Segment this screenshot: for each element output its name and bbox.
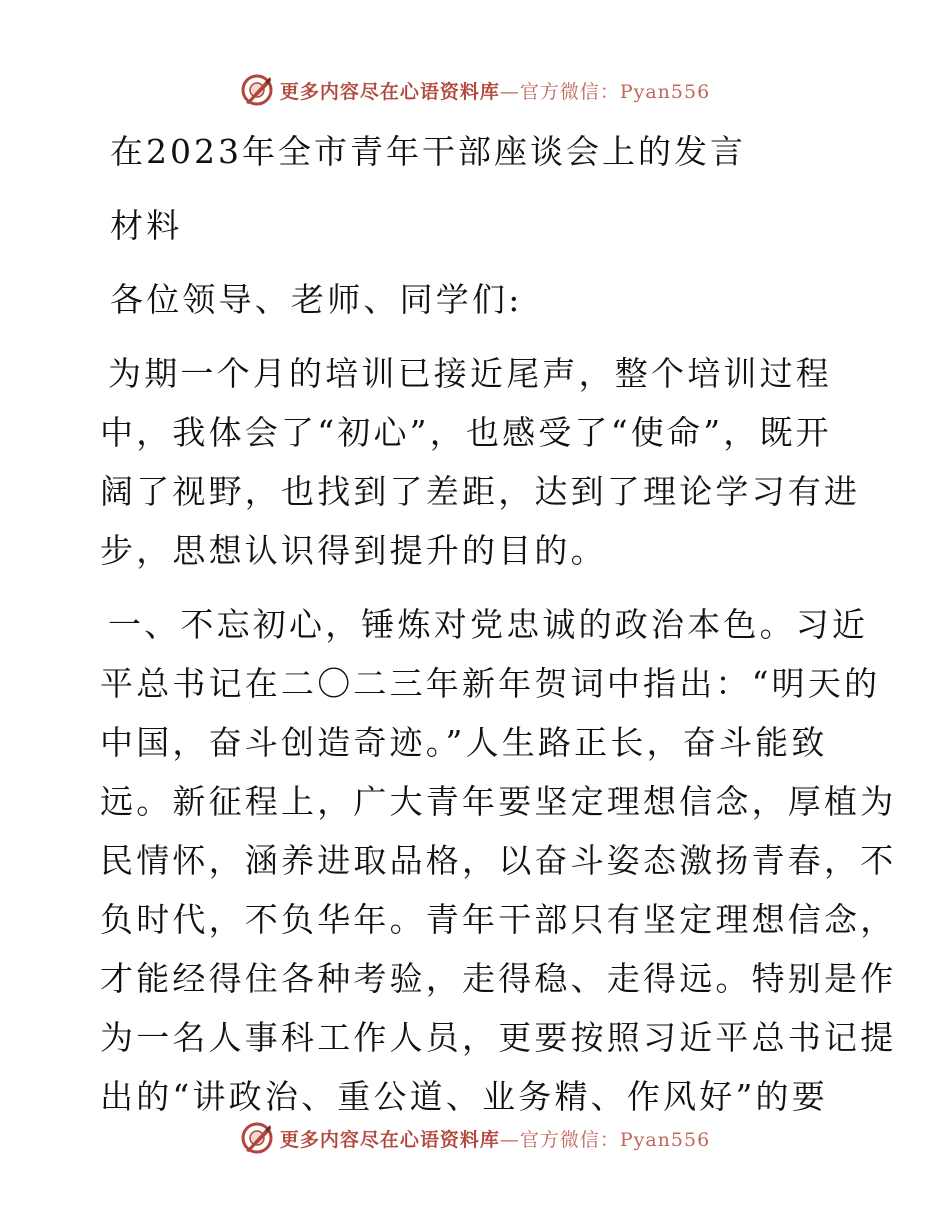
banner-contact-text: 官方微信：Pyan556 <box>519 80 711 103</box>
paragraph-line: 负时代，不负华年。青年干部只有坚定理想信念， <box>100 900 897 939</box>
banner-separator: — <box>499 80 520 103</box>
paragraph-line: 中国，奋斗创造奇迹。”人生路正长，奋斗能致 <box>100 723 828 762</box>
paragraph-intro <box>100 352 861 573</box>
footer-watermark-banner <box>0 1118 950 1158</box>
paragraph-line: 才能经得住各种考验，走得稳、走得远。特别是作 <box>100 959 897 998</box>
document-title-continued: 材料 <box>110 206 183 245</box>
banner-text <box>280 77 710 104</box>
quill-logo-icon <box>240 73 274 107</box>
paragraph-line: 出的“讲政治、重公道、业务精、作风好”的要 <box>100 1077 828 1116</box>
banner-main-text: 更多内容尽在心语资料库 <box>279 1128 500 1151</box>
paragraph-line: 民情怀，涵养进取品格，以奋斗姿态激扬青春，不 <box>100 841 897 880</box>
banner-separator: — <box>499 1128 520 1151</box>
paragraph-line: 平总书记在二〇二三年新年贺词中指出：“明天的 <box>100 664 881 703</box>
paragraph-line: 步，思想认识得到提升的目的。 <box>100 531 607 570</box>
paragraph-line: 一、不忘初心，锤炼对党忠诚的政治本色。习近 <box>108 605 869 644</box>
banner-main-text: 更多内容尽在心语资料库 <box>279 80 500 103</box>
paragraph-section-one <box>100 603 897 1119</box>
banner-text <box>280 1125 710 1152</box>
document-body <box>100 122 897 1134</box>
paragraph-line: 为一名人事科工作人员，更要按照习近平总书记提 <box>100 1018 897 1057</box>
greeting: 各位领导、老师、同学们: <box>110 280 523 319</box>
quill-logo-icon <box>240 1121 274 1155</box>
header-watermark-banner <box>0 70 950 110</box>
document-title: 在2023年全市青年干部座谈会上的发言 <box>110 132 746 171</box>
paragraph-line: 远。新征程上，广大青年要坚定理想信念，厚植为 <box>100 782 897 821</box>
paragraph-line: 中，我体会了“初心”，也感受了“使命”，既开 <box>100 413 832 452</box>
banner-contact-text: 官方微信：Pyan556 <box>519 1128 711 1151</box>
paragraph-line: 阔了视野，也找到了差距，达到了理论学习有进 <box>100 472 861 511</box>
paragraph-line: 为期一个月的培训已接近尾声，整个培训过程 <box>108 354 832 393</box>
